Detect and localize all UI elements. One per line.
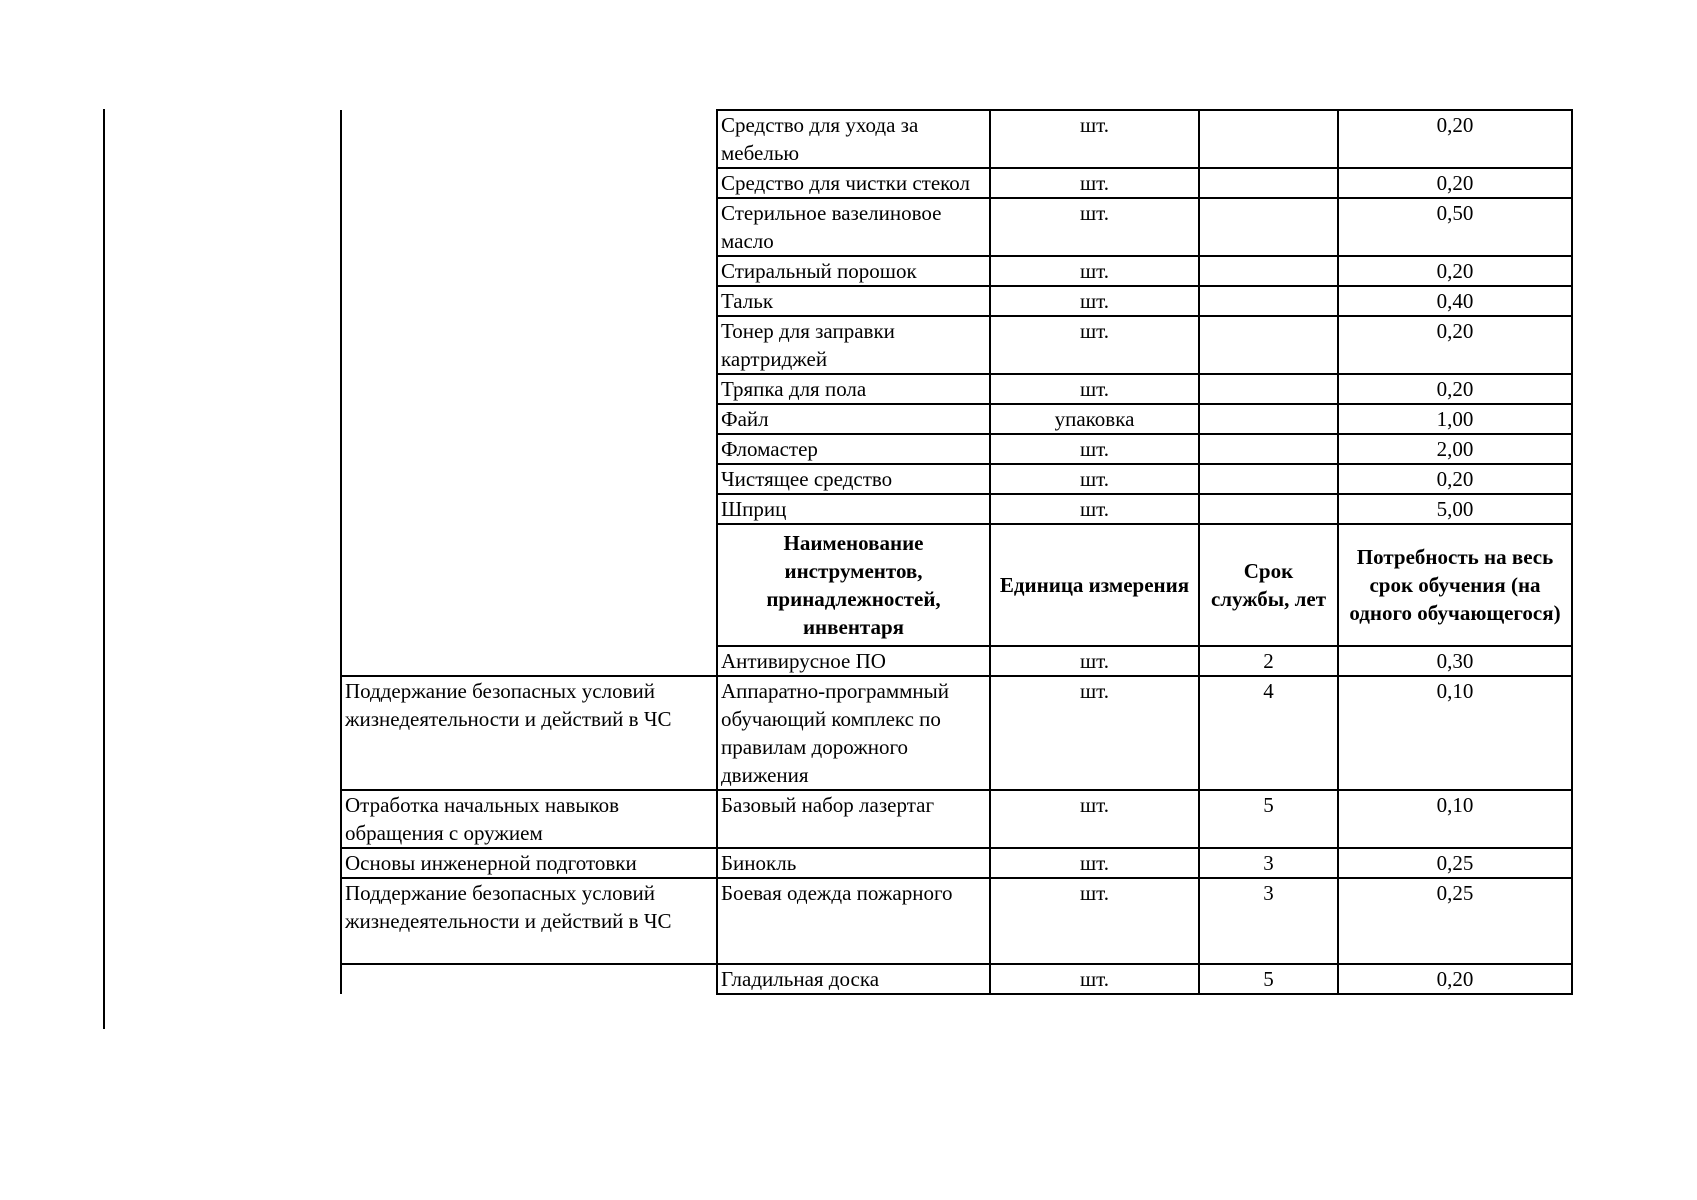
section-cell-blank bbox=[341, 964, 717, 994]
item-need: 0,25 bbox=[1338, 848, 1572, 878]
item-need: 0,20 bbox=[1338, 464, 1572, 494]
item-unit: шт. bbox=[990, 494, 1199, 524]
item-unit: шт. bbox=[990, 676, 1199, 790]
item-life bbox=[1199, 110, 1338, 168]
item-life bbox=[1199, 404, 1338, 434]
item-life: 3 bbox=[1199, 878, 1338, 964]
section-cell: Поддержание безопасных условий жизнедеятельности и действий в ЧС bbox=[341, 878, 717, 964]
item-name: Шприц bbox=[717, 494, 990, 524]
item-need: 1,00 bbox=[1338, 404, 1572, 434]
item-name: Тряпка для пола bbox=[717, 374, 990, 404]
section-cell: Основы инженерной подготовки bbox=[341, 848, 717, 878]
item-life bbox=[1199, 494, 1338, 524]
item-name: Стерильное вазелиновое масло bbox=[717, 198, 990, 256]
header-name: Наименование инструментов, принадлежностей, инвентаря bbox=[717, 524, 990, 646]
item-need: 0,20 bbox=[1338, 168, 1572, 198]
item-unit: шт. bbox=[990, 374, 1199, 404]
item-need: 0,20 bbox=[1338, 256, 1572, 286]
table-row bbox=[341, 790, 1572, 848]
item-life: 2 bbox=[1199, 646, 1338, 676]
item-life: 3 bbox=[1199, 848, 1338, 878]
item-need: 0,25 bbox=[1338, 878, 1572, 964]
item-unit: шт. bbox=[990, 256, 1199, 286]
item-name: Базовый набор лазертаг bbox=[717, 790, 990, 848]
item-life bbox=[1199, 168, 1338, 198]
item-unit: шт. bbox=[990, 316, 1199, 374]
table-row bbox=[341, 848, 1572, 878]
header-unit: Единица измерения bbox=[990, 524, 1199, 646]
item-name: Фломастер bbox=[717, 434, 990, 464]
item-unit: шт. bbox=[990, 464, 1199, 494]
item-need: 0,20 bbox=[1338, 110, 1572, 168]
item-need: 0,20 bbox=[1338, 374, 1572, 404]
item-name: Боевая одежда пожарного bbox=[717, 878, 990, 964]
item-life bbox=[1199, 286, 1338, 316]
item-name: Тонер для заправки картриджей bbox=[717, 316, 990, 374]
section-cell: Поддержание безопасных условий жизнедеятельности и действий в ЧС bbox=[341, 676, 717, 790]
item-unit: шт. bbox=[990, 434, 1199, 464]
item-unit: шт. bbox=[990, 198, 1199, 256]
item-life bbox=[1199, 256, 1338, 286]
item-name: Аппаратно-программный обучающий комплекс по правилам дорожного движения bbox=[717, 676, 990, 790]
item-life bbox=[1199, 464, 1338, 494]
item-name: Чистящее средство bbox=[717, 464, 990, 494]
item-unit: шт. bbox=[990, 286, 1199, 316]
item-unit: шт. bbox=[990, 110, 1199, 168]
item-need: 2,00 bbox=[1338, 434, 1572, 464]
item-unit: шт. bbox=[990, 168, 1199, 198]
item-life: 5 bbox=[1199, 790, 1338, 848]
table-row bbox=[341, 110, 1572, 168]
item-name: Гладильная доска bbox=[717, 964, 990, 994]
item-unit: шт. bbox=[990, 646, 1199, 676]
item-need: 0,50 bbox=[1338, 198, 1572, 256]
item-name: Файл bbox=[717, 404, 990, 434]
item-need: 0,20 bbox=[1338, 964, 1572, 994]
item-unit: шт. bbox=[990, 878, 1199, 964]
item-life bbox=[1199, 316, 1338, 374]
outer-left-border bbox=[103, 109, 105, 1029]
table-header-row bbox=[341, 524, 1572, 646]
item-name: Антивирусное ПО bbox=[717, 646, 990, 676]
item-need: 0,10 bbox=[1338, 790, 1572, 848]
item-need: 0,20 bbox=[1338, 316, 1572, 374]
item-name: Бинокль bbox=[717, 848, 990, 878]
equipment-table-body bbox=[341, 110, 1572, 994]
item-name: Средство для чистки стекол bbox=[717, 168, 990, 198]
item-name: Средство для ухода за мебелью bbox=[717, 110, 990, 168]
section-cell-blank bbox=[341, 524, 717, 676]
section-cell: Отработка начальных навыков обращения с оружием bbox=[341, 790, 717, 848]
item-life: 4 bbox=[1199, 676, 1338, 790]
item-unit: шт. bbox=[990, 790, 1199, 848]
table-row bbox=[341, 878, 1572, 964]
item-life bbox=[1199, 198, 1338, 256]
section-cell-blank bbox=[341, 110, 717, 524]
item-unit: шт. bbox=[990, 848, 1199, 878]
item-unit: упаковка bbox=[990, 404, 1199, 434]
table-row bbox=[341, 676, 1572, 790]
item-need: 0,30 bbox=[1338, 646, 1572, 676]
header-life: Срок службы, лет bbox=[1199, 524, 1338, 646]
item-life bbox=[1199, 434, 1338, 464]
item-life: 5 bbox=[1199, 964, 1338, 994]
table-row bbox=[341, 964, 1572, 994]
item-name: Тальк bbox=[717, 286, 990, 316]
item-life bbox=[1199, 374, 1338, 404]
equipment-table bbox=[340, 109, 1573, 995]
item-name: Стиральный порошок bbox=[717, 256, 990, 286]
item-unit: шт. bbox=[990, 964, 1199, 994]
item-need: 5,00 bbox=[1338, 494, 1572, 524]
item-need: 0,10 bbox=[1338, 676, 1572, 790]
header-need: Потребность на весь срок обучения (на одного обучающегося) bbox=[1338, 524, 1572, 646]
item-need: 0,40 bbox=[1338, 286, 1572, 316]
